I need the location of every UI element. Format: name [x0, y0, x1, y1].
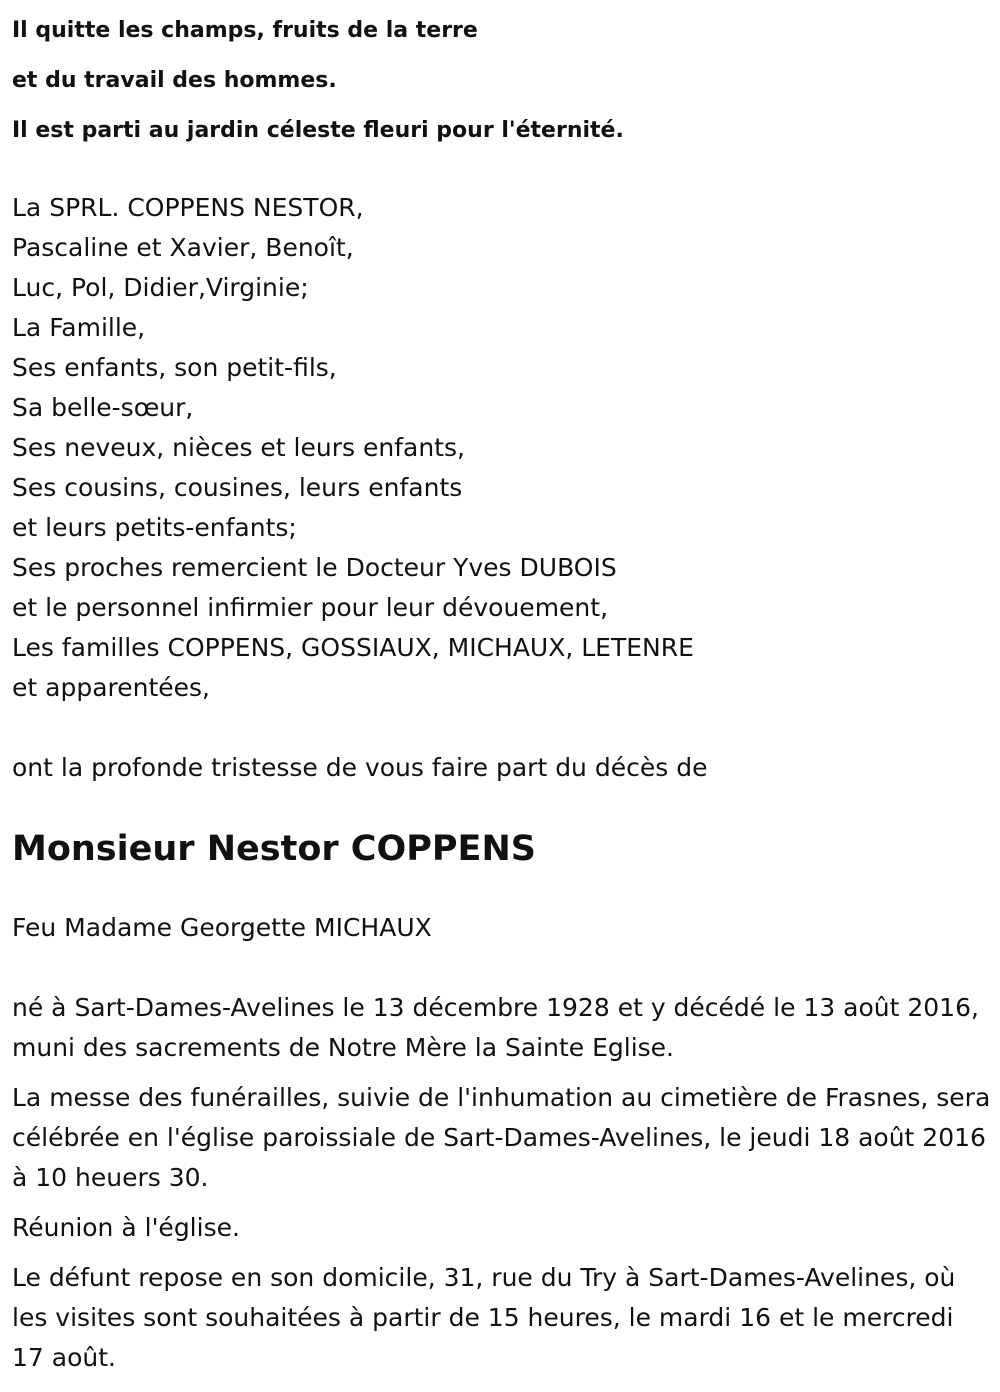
epigraph-line: Il quitte les champs, fruits de la terre	[12, 18, 478, 43]
family-line: Ses cousins, cousines, leurs enfants	[12, 473, 463, 502]
family-line: Ses proches remercient le Docteur Yves DUBOIS	[12, 553, 617, 582]
meeting-paragraph: Réunion à l'église.	[12, 1213, 240, 1242]
family-line: et leurs petits-enfants;	[12, 513, 297, 542]
family-line: Pascaline et Xavier, Benoît,	[12, 233, 354, 262]
epigraph-line: Il est parti au jardin céleste fleuri pour l'éternité.	[12, 118, 624, 143]
family-list	[12, 188, 988, 708]
family-line: et le personnel infirmier pour leur dévouement,	[12, 593, 609, 622]
family-line: Les familles COPPENS, GOSSIAUX, MICHAUX, LETENRE	[12, 633, 694, 662]
epigraph-line: et du travail des hommes.	[12, 68, 337, 93]
epigraph	[12, 6, 988, 156]
visitation-paragraph: Le défunt repose en son domicile, 31, rue du Try à Sart-Dames-Avelines, où les visites sont souhaitées à partir de 15 heures, le mardi 16 et le mercredi 17 août.	[12, 1263, 956, 1372]
family-line: et apparentées,	[12, 673, 210, 702]
funeral-paragraph: La messe des funérailles, suivie de l'inhumation au cimetière de Frasnes, sera célébrée en l'église paroissiale de Sart-Dames-Avelines, le jeudi 18 août 2016 à 10 heuers 30.	[12, 1083, 991, 1192]
family-line: Sa belle-sœur,	[12, 393, 194, 422]
spouse-line: Feu Madame Georgette MICHAUX	[12, 913, 432, 942]
family-line: La SPRL. COPPENS NESTOR,	[12, 193, 364, 222]
announcement-text: ont la profonde tristesse de vous faire part du décès de	[12, 753, 708, 782]
family-line: Ses neveux, nièces et leurs enfants,	[12, 433, 465, 462]
family-line: La Famille,	[12, 313, 146, 342]
family-line: Ses enfants, son petit-fils,	[12, 353, 337, 382]
family-line: Luc, Pol, Didier,Virginie;	[12, 273, 309, 302]
birth-death-paragraph: né à Sart-Dames-Avelines le 13 décembre 1928 et y décédé le 13 août 2016, muni des sacrements de Notre Mère la Sainte Eglise.	[12, 993, 979, 1062]
deceased-name: Monsieur Nestor COPPENS	[12, 829, 536, 869]
